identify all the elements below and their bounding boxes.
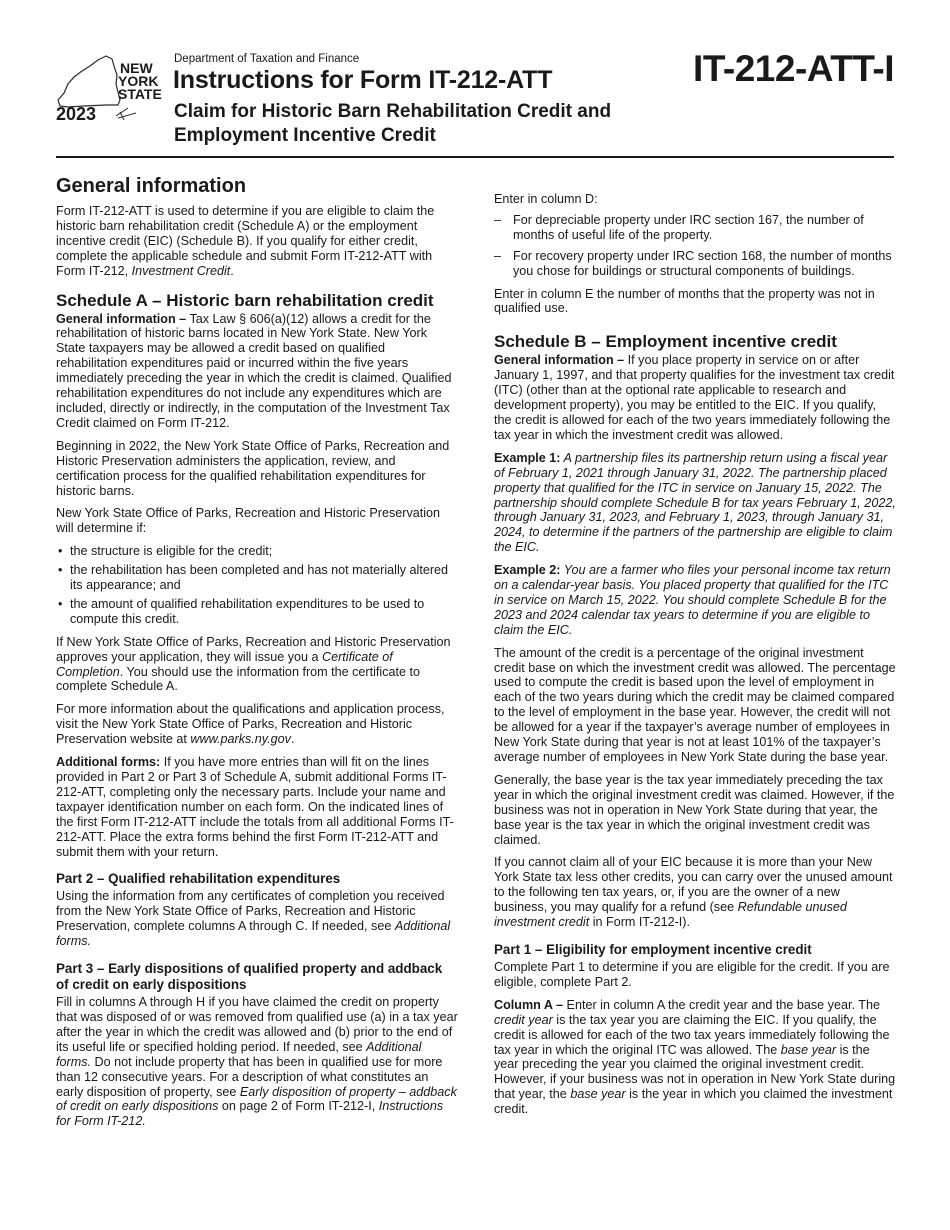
part2-text: Using the information from any certificates of completion you received from the New York State Office of Parks, Recreation and Historic Preservation, complete columns A through C. If needed, see Additional forms.	[56, 889, 451, 949]
schedule-a-heading: Schedule A – Historic barn rehabilitation credit	[56, 290, 434, 310]
part3-heading: Part 3 – Early dispositions of qualified property and addback of credit on early dispositions	[56, 961, 443, 993]
column-d-list	[494, 213, 896, 279]
part1-text: Complete Part 1 to determine if you are eligible for the credit. If you are eligible, complete Part 2.	[494, 959, 890, 989]
logo-new: NEW	[120, 60, 153, 76]
schedule-a-p4: If New York State Office of Parks, Recreation and Historic Preservation approves your application, they will issue you a Certificate of Completion. You should use the information from the certificate to complete Schedule A.	[56, 634, 451, 694]
page-title: Instructions for Form IT-212-ATT	[173, 66, 553, 94]
example-2: Example 2: You are a farmer who files your personal income tax return on a calendar-year basis. You placed property that qualified for the ITC in service on March 15, 2022. You should complete Schedule B for the 2023 and 2024 calendar tax years to determine if you are eligible to claim the EIC.	[494, 563, 891, 637]
additional-forms: Additional forms: If you have more entries than will fit on the lines provided in Part 2 or Part 3 of Schedule A, submit additional Forms IT-212-ATT, completing only the necessary parts. Include your name and taxpayer identification number on each form. On the indicated lines of the first Form IT-212-ATT include the totals from all additional Forms IT-212-ATT. Place the extra forms behind the first Form IT-212-ATT and submit them with your return.	[56, 755, 454, 859]
logo-york: YORK	[118, 73, 159, 89]
column-e-text: Enter in column E the number of months that the property was not in qualified use.	[494, 286, 875, 316]
general-paragraph: Form IT-212-ATT is used to determine if you are eligible to claim the historic barn rehabilitation credit (Schedule A) or the employment incentive credit (EIC) (Schedule B). If you qualify for either credit, complete the applicable schedule and submit Form IT-212-ATT with Form IT-212, Investment Credit.	[56, 204, 435, 278]
list-item: • the amount of qualified rehabilitation expenditures to be used to compute this credit.	[56, 597, 458, 627]
schedule-b-heading: Schedule B – Employment incentive credit	[494, 332, 837, 352]
schedule-a-p2: Beginning in 2022, the New York State Office of Parks, Recreation and Historic Preservation administers the application, review, and certification process for the qualified rehabilitation expenditures for historic barns.	[56, 438, 450, 498]
credit-amount-text: The amount of the credit is a percentage of the original investment credit base on which the investment credit was allowed. The percentage used to compute the credit is based upon the level of employment in each of the two years during which the credit may be claimed compared to the level of employment in the base year. However, the credit will not be allowed for a year if the taxpayer’s average number of employees in New York State during that year is not at least 101% of the taxpayer’s average number of employees in New York State during the base year.	[494, 645, 896, 764]
pen-flourish-icon	[116, 108, 136, 120]
part1-heading: Part 1 – Eligibility for employment incentive credit	[494, 941, 812, 957]
list-item: – For depreciable property under IRC section 167, the number of months of useful life of the property.	[494, 213, 896, 243]
logo-state: STATE	[118, 86, 162, 102]
column-a-text: Column A – Enter in column A the credit year and the base year. The credit year is the tax year you are claiming the EIC. If you qualify, the credit is allowed for each of the two tax years immediately following the tax year in which the original ITC was allowed. The base year is the year preceding the year you claimed the original investment credit. However, if your business was not in operation in New York State during that year, the base year is the year in which you claimed the investment credit.	[494, 997, 896, 1117]
part3-text: Fill in columns A through H if you have claimed the credit on property that was disposed of or was removed from qualified use (a) in a tax year after the year in which the credit was allowed and (b) prior to the end of its useful life or specified holding period. If needed, see Additional forms. Do not include property that has been in qualified use for more than 12 consecutive years. For a description of what constitutes an early disposition of property, see Early disposition of property – addback of credit on early dispositions on page 2 of Form IT-212-I, Instructions for Form IT-212.	[56, 995, 458, 1129]
schedule-a-p3: New York State Office of Parks, Recreation and Historic Preservation will determine if:	[56, 506, 441, 536]
header-divider	[56, 156, 894, 158]
list-item: – For recovery property under IRC section 168, the number of months you chose for buildings or structural components of buildings.	[494, 249, 896, 279]
general-heading: General information	[56, 175, 247, 197]
form-id: IT-212-ATT-I	[693, 48, 894, 89]
schedule-b-general: General information – If you place property in service on or after January 1, 1997, and that property qualifies for the investment tax credit (ITC) (other than at the optional rate applicable to research and development property), you may be entitled to the EIC. If you qualify, the credit is allowed for each of the two years immediately following the tax year in which the investment credit was allowed.	[494, 353, 895, 442]
list-item: • the rehabilitation has been completed and has not materially altered its appearance; and	[56, 563, 458, 593]
state-outline-icon	[58, 56, 120, 107]
page-subtitle: Claim for Historic Barn Rehabilitation Credit and Employment Incentive Credit	[174, 101, 612, 146]
left-column	[56, 174, 458, 1137]
parks-website-link: www.parks.ny.gov	[190, 732, 291, 747]
right-column	[494, 192, 896, 1125]
carryover-text: If you cannot claim all of your EIC because it is more than your New York State tax less other credits, you can carry over the unused amount to the following ten tax years, or, if you are the owner of a new business, you may qualify for a refund (see Refundable unused investment credit in Form IT-212-I).	[494, 855, 893, 930]
example-1: Example 1: A partnership files its partnership return using a fiscal year of February 1, 2021 through January 31, 2022. The partnership placed property that qualified for the ITC in service on January 15, 2022. The partnership should complete Schedule B for tax years February 1, 2022, through January 31, 2023, and February 1, 2023, through January 31, 2024, to determine if the partners of the partnership are eligible to claim the EIC.	[494, 450, 896, 555]
new-york-state-logo	[54, 50, 170, 126]
department-name: Department of Taxation and Finance	[174, 53, 360, 65]
schedule-a-p5: For more information about the qualifications and application process, visit the New York State Office of Parks, Recreation and Historic Preservation website at www.parks.ny.gov.	[56, 702, 445, 747]
schedule-a-general: General information – Tax Law § 606(a)(12) allows a credit for the rehabilitation of historic barns located in New York State. New York State taxpayers may be allowed a credit based on qualified rehabilitation expenditures paid or incurred within the five years immediately preceding the year in which the credit is claimed. Qualified rehabilitation expenditures do not include any expenditures which are included, directly or indirectly, in the computation of the Investment Tax Credit claimed on Form IT-212.	[56, 311, 452, 430]
column-d-intro: Enter in column D:	[494, 192, 598, 206]
eligibility-list	[56, 544, 458, 627]
logo-year: 2023	[56, 104, 97, 124]
part2-heading: Part 2 – Qualified rehabilitation expenditures	[56, 871, 341, 887]
base-year-text: Generally, the base year is the tax year immediately preceding the tax year in which the original investment credit was claimed. However, if the business was not in operation in New York State during that year, the base year is the tax year in which the original investment credit was claimed.	[494, 772, 895, 847]
list-item: • the structure is eligible for the credit;	[56, 544, 458, 559]
